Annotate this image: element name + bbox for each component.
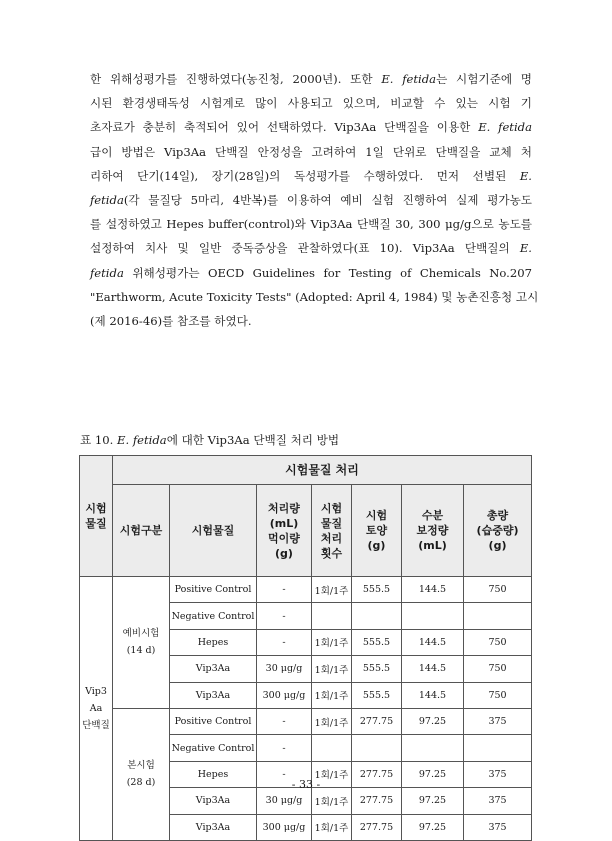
table-row bbox=[80, 577, 532, 603]
paragraph-line: "Earthworm, Acute Toxicity Tests" (Adopted: April 4, 1984) 및 농촌진흥청 고시 bbox=[90, 289, 539, 304]
table-cell: 375 bbox=[464, 708, 532, 734]
table-cell: Vip3Aa bbox=[170, 788, 257, 814]
table-cell: Vip3Aa bbox=[170, 682, 257, 708]
table-cell: 30 μg/g bbox=[257, 656, 312, 682]
table-cell bbox=[464, 735, 532, 761]
table-cell: Vip3Aa bbox=[170, 656, 257, 682]
table-cell: 750 bbox=[464, 577, 532, 603]
body-paragraph bbox=[90, 67, 539, 333]
table-cell: Positive Control bbox=[170, 708, 257, 734]
column-header: 시험물질 bbox=[170, 485, 257, 577]
paragraph-line: 설정하여 치사 및 일반 중독증상을 관찰하였다(표 10). Vip3Aa 단백질의 E. bbox=[90, 241, 532, 256]
table-cell: 1회/1주 bbox=[312, 682, 352, 708]
table-cell: 300 μg/g bbox=[257, 682, 312, 708]
paragraph-line: 시된 환경생태독성 시험계로 많이 사용되고 있으며, 비교할 수 있는 시험 기 bbox=[90, 96, 532, 111]
table-cell: 750 bbox=[464, 629, 532, 655]
table-row bbox=[80, 708, 532, 734]
table-cell: 277.75 bbox=[352, 761, 402, 787]
table-cell: 1회/1주 bbox=[312, 656, 352, 682]
table-cell: 1회/1주 bbox=[312, 814, 352, 840]
paragraph-line: fetida(각 물질당 5마리, 4반복)를 이용하여 예비 실험 진행하여 실제 평가농도 bbox=[90, 193, 532, 208]
column-header: 처리량 (mL) 먹이량 (g) bbox=[257, 485, 312, 577]
table-cell: Positive Control bbox=[170, 577, 257, 603]
column-header: 수분 보정량 (mL) bbox=[402, 485, 464, 577]
table-cell bbox=[352, 735, 402, 761]
test-group-cell: 본시험 (28 d) bbox=[113, 708, 170, 840]
column-header: 시험구분 bbox=[113, 485, 170, 577]
table-cell bbox=[312, 603, 352, 629]
table-cell: - bbox=[257, 735, 312, 761]
paragraph-line: 한 위해성평가를 진행하였다(농진청, 2000년). 또한 E. fetida는 시험기준에 명 bbox=[90, 72, 532, 86]
table-cell: Negative Control bbox=[170, 603, 257, 629]
table-cell: 300 μg/g bbox=[257, 814, 312, 840]
table-cell: 1회/1주 bbox=[312, 629, 352, 655]
table-cell bbox=[402, 735, 464, 761]
table-cell: 555.5 bbox=[352, 682, 402, 708]
table-cell: Vip3Aa bbox=[170, 814, 257, 840]
header-test-material: 시험 물질 bbox=[80, 456, 113, 577]
table-cell: 375 bbox=[464, 788, 532, 814]
paragraph-line: 급이 방법은 Vip3Aa 단백질 안정성을 고려하여 1일 단위로 단백질을 교체 처 bbox=[90, 144, 532, 159]
table-cell: 750 bbox=[464, 656, 532, 682]
table-cell: 375 bbox=[464, 761, 532, 787]
table-cell: 555.5 bbox=[352, 629, 402, 655]
column-header: 시험 토양 (g) bbox=[352, 485, 402, 577]
table-cell: 1회/1주 bbox=[312, 708, 352, 734]
column-header: 시험 물질 처리 횟수 bbox=[312, 485, 352, 577]
table-cell: 1회/1주 bbox=[312, 761, 352, 787]
table-cell: Hepes bbox=[170, 629, 257, 655]
test-group-cell: 예비시험 (14 d) bbox=[113, 577, 170, 709]
table-cell: 555.5 bbox=[352, 656, 402, 682]
paragraph-line: 초자료가 충분히 축적되어 있어 선택하였다. Vip3Aa 단백질을 이용한 E. fetida bbox=[90, 120, 533, 135]
header-group-treatment: 시험물질 처리 bbox=[113, 456, 532, 485]
table-cell: 144.5 bbox=[402, 577, 464, 603]
table-cell: 277.75 bbox=[352, 788, 402, 814]
table-cell: 1회/1주 bbox=[312, 577, 352, 603]
table-cell: 1회/1주 bbox=[312, 788, 352, 814]
table-cell bbox=[402, 603, 464, 629]
paragraph-line: (제 2016-46)를 참조를 하였다. bbox=[90, 314, 252, 329]
paragraph-line: 를 설정하였고 Hepes buffer(control)와 Vip3Aa 단백질 30, 300 μg/g으로 농도를 bbox=[90, 217, 532, 232]
table-cell: 97.25 bbox=[402, 761, 464, 787]
table-cell: 144.5 bbox=[402, 682, 464, 708]
table-cell bbox=[352, 603, 402, 629]
table-cell: 30 μg/g bbox=[257, 788, 312, 814]
table-cell: - bbox=[257, 761, 312, 787]
table-cell: 97.25 bbox=[402, 788, 464, 814]
table-caption: 표 10. E. fetida에 대한 Vip3Aa 단백질 처리 방법 bbox=[80, 433, 340, 447]
table-cell: 144.5 bbox=[402, 629, 464, 655]
table-cell: - bbox=[257, 708, 312, 734]
table-cell: 555.5 bbox=[352, 577, 402, 603]
paragraph-line: fetida 위해성평가는 OECD Guidelines for Testing of Chemicals No.207 bbox=[90, 265, 532, 280]
table-cell: 375 bbox=[464, 814, 532, 840]
table-cell: Hepes bbox=[170, 761, 257, 787]
table-cell bbox=[464, 603, 532, 629]
table-cell: 277.75 bbox=[352, 708, 402, 734]
table-cell: 750 bbox=[464, 682, 532, 708]
page-number: - 33 - bbox=[291, 778, 321, 791]
table-cell: - bbox=[257, 603, 312, 629]
column-header: 총량 (습중량) (g) bbox=[464, 485, 532, 577]
table-cell: 277.75 bbox=[352, 814, 402, 840]
table-cell: 97.25 bbox=[402, 814, 464, 840]
material-cell: Vip3 Aa 단백질 bbox=[80, 577, 113, 841]
table-cell bbox=[312, 735, 352, 761]
table-cell: 97.25 bbox=[402, 708, 464, 734]
table-cell: Negative Control bbox=[170, 735, 257, 761]
paragraph-line: 리하여 단기(14일), 장기(28일)의 독성평가를 수행하였다. 먼저 선별된 E. bbox=[90, 168, 532, 183]
table-cell: - bbox=[257, 577, 312, 603]
table-cell: - bbox=[257, 629, 312, 655]
table-cell: 144.5 bbox=[402, 656, 464, 682]
